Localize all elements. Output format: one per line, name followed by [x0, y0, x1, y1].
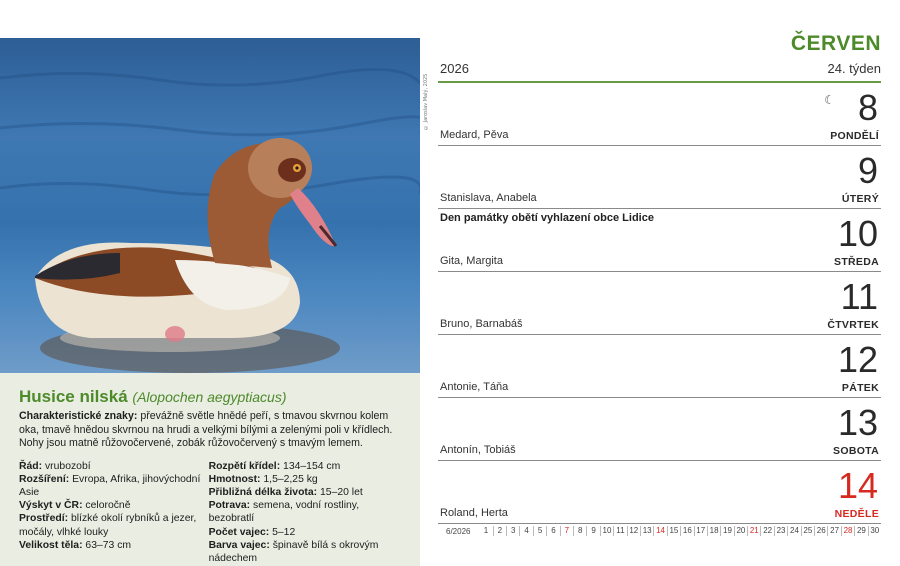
day-number: 12 — [837, 339, 878, 380]
fact-row — [209, 486, 402, 499]
description-text: převážně světle hnědé peří, s tmavou skvrnou kolem oka, tmavě hnědou skvrnou na hrudi a velkými bílými a zelenými poli v křídlech. Nohy jsou matně růžovočervené, zobák růžovočervený s tmavým lemem. — [19, 410, 393, 449]
month-title: ČERVEN — [790, 32, 881, 55]
fact-value: 15–20 let — [320, 486, 363, 498]
mini-date: 16 — [680, 526, 693, 536]
mini-date: 9 — [586, 526, 599, 536]
mini-date: 6 — [546, 526, 559, 536]
fact-row — [209, 499, 402, 525]
week-days — [438, 83, 881, 524]
bird-info-panel — [0, 373, 420, 566]
fact-label: Počet vajec: — [208, 526, 270, 538]
weekday: NEDĚLE — [834, 508, 879, 520]
mini-date: 23 — [774, 526, 787, 536]
fact-row — [19, 512, 209, 538]
mini-date: 11 — [613, 526, 626, 536]
mini-date: 25 — [801, 526, 814, 536]
mini-date: 20 — [734, 526, 747, 536]
mini-month-label: 6/2026 — [446, 526, 471, 536]
moon-phase-icon: ☾ — [824, 93, 835, 107]
fact-label: Potrava: — [208, 500, 251, 512]
day-row — [438, 335, 881, 398]
name-day: Antonie, Táňa — [440, 381, 509, 393]
day-row — [438, 272, 881, 335]
name-day: Bruno, Barnabáš — [440, 318, 523, 330]
weekday: STŘEDA — [834, 256, 879, 268]
mini-date: 2 — [493, 526, 506, 536]
mini-date: 26 — [814, 526, 827, 536]
mini-date: 1 — [483, 526, 489, 535]
fact-row — [19, 473, 209, 499]
day-row-sunday — [438, 461, 881, 524]
fact-row — [19, 539, 209, 552]
mini-date: 7 — [560, 526, 573, 536]
mini-date: 4 — [519, 526, 532, 536]
fact-row — [19, 499, 209, 512]
mini-date: 10 — [600, 526, 613, 536]
mini-date: 30 — [868, 526, 881, 536]
name-day: Stanislava, Anabela — [440, 192, 537, 204]
mini-date: 14 — [653, 526, 666, 536]
egyptian-goose-illustration — [0, 38, 420, 373]
fact-label: Přibližná délka života: — [208, 486, 318, 498]
day-number: 9 — [857, 150, 878, 191]
day-number: 8 — [857, 87, 878, 128]
bird-photo — [0, 38, 420, 373]
weekday: PONDĚLÍ — [830, 130, 879, 142]
day-number: 14 — [837, 465, 878, 506]
mini-date: 24 — [787, 526, 800, 536]
weekday: SOBOTA — [833, 445, 879, 457]
fact-value: 1,5–2,25 kg — [263, 473, 318, 485]
fact-row — [209, 539, 402, 565]
fact-label: Rozšíření: — [19, 473, 70, 485]
mini-date: 18 — [707, 526, 720, 536]
bird-latin-name: (Alopochen aegyptiacus) — [132, 389, 287, 405]
bird-description — [19, 410, 402, 451]
mini-dates — [479, 526, 881, 536]
mini-date: 12 — [627, 526, 640, 536]
fact-label: Řád: — [19, 460, 43, 472]
mini-date: 17 — [694, 526, 707, 536]
day-number: 11 — [840, 276, 878, 317]
mini-date: 22 — [760, 526, 773, 536]
mini-date: 8 — [573, 526, 586, 536]
fact-value: celoročně — [85, 500, 131, 512]
day-row — [438, 146, 881, 209]
mini-date: 5 — [533, 526, 546, 536]
day-row — [438, 398, 881, 461]
facts-right-column — [209, 460, 402, 566]
mini-date: 19 — [720, 526, 733, 536]
facts-left-column — [19, 460, 209, 566]
fact-row — [209, 526, 402, 539]
fact-label: Velikost těla: — [19, 539, 83, 551]
fact-label: Hmotnost: — [208, 473, 261, 485]
fact-row — [209, 460, 402, 473]
fact-row — [209, 473, 402, 486]
fact-value: semena, vodní rostliny, bezobratlí — [208, 500, 360, 525]
mini-date: 15 — [667, 526, 680, 536]
mini-date: 29 — [854, 526, 867, 536]
day-number: 10 — [837, 213, 878, 254]
fact-value: špinavě bílá s okrovým nádechem — [208, 539, 379, 564]
name-day: Antonín, Tobiáš — [440, 444, 516, 456]
fact-value: Evropa, Afrika, jihovýchodní Asie — [19, 473, 201, 498]
fact-value: 5–12 — [272, 526, 296, 538]
bird-name: Husice nilská — [19, 387, 128, 406]
day-row — [438, 83, 881, 146]
year-label: 2026 — [440, 61, 469, 76]
fact-value: blízké okolí rybníků a jezer, močály, vlhké louky — [19, 513, 197, 538]
day-note: Den památky obětí vyhlazení obce Lidice — [440, 212, 654, 224]
fact-label: Barva vajec: — [208, 539, 270, 551]
weekday: ÚTERÝ — [841, 193, 879, 205]
day-row — [438, 209, 881, 272]
mini-date: 27 — [827, 526, 840, 536]
fact-value: 134–154 cm — [283, 460, 341, 472]
fact-label: Výskyt v ČR: — [19, 500, 83, 512]
bird-title — [19, 387, 402, 407]
mini-date: 3 — [506, 526, 519, 536]
photo-credit: © Jaroslav Malý, 2025 — [423, 73, 429, 130]
fact-label: Rozpětí křídel: — [208, 460, 281, 472]
fact-label: Prostředí: — [19, 513, 69, 525]
mini-date: 21 — [747, 526, 760, 536]
mini-date: 13 — [640, 526, 653, 536]
fact-row — [19, 460, 209, 473]
name-day: Gita, Margita — [440, 255, 503, 267]
weekday: ČTVRTEK — [827, 319, 879, 331]
bird-facts — [19, 460, 402, 566]
weekday: PÁTEK — [841, 382, 879, 394]
fact-value: vrubozobí — [44, 460, 91, 472]
name-day: Medard, Pěva — [440, 129, 509, 141]
day-number: 13 — [837, 402, 878, 443]
mini-month-strip — [446, 526, 881, 536]
mini-date: 28 — [841, 526, 854, 536]
fact-value: 63–73 cm — [85, 539, 132, 551]
description-label: Charakteristické znaky: — [19, 410, 138, 422]
week-label: 24. týden — [827, 61, 881, 76]
name-day: Roland, Herta — [440, 507, 508, 519]
